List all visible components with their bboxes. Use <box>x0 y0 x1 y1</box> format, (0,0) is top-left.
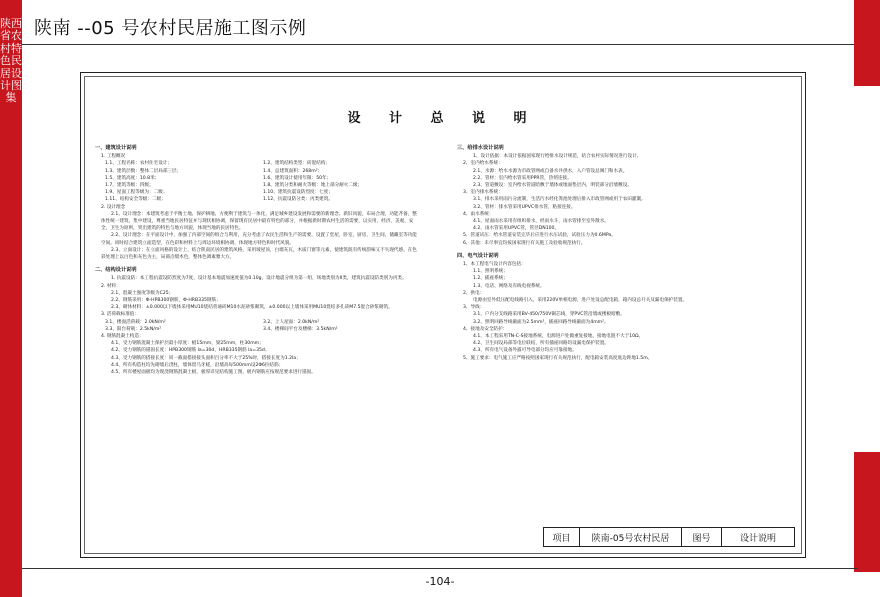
subheading: 3. 活荷载标准值： <box>101 312 140 318</box>
grid-item: 1.7、建筑等级：四级； <box>105 183 154 189</box>
grid-item: 1.8、建筑分类和耐火等级：地上部分耐火二级； <box>263 183 363 189</box>
bottom-rule <box>22 568 858 569</box>
paragraph: 4.1、屋面雨水采用有组织排水，经雨水斗，雨水管排至室外散水。 <box>473 219 609 225</box>
paragraph: 电源由室外低压配电线路引入，采用220V单相电源，进户处设总配电箱，箱内设总开关及漏电保护装置。 <box>473 298 688 304</box>
paragraph: 1.3、电话、网络及有线电视系统。 <box>473 283 545 289</box>
title-block-drawing-name: 设计说明 <box>739 533 776 544</box>
title-rule <box>22 44 858 45</box>
sheet-inner-border <box>84 76 802 554</box>
paragraph: 3.1、户内分支线路采用BV-450/750V铜芯线，穿PVC管沿墙或楼板暗敷。 <box>473 312 625 318</box>
title-block-project: 陕南-05号农村民居 <box>580 528 682 546</box>
side-label: 陕西省农村特色民居设计图集 <box>0 17 22 105</box>
subheading: 6、其他：未尽事宜均按国家现行有关施工及验收规范执行。 <box>463 240 586 246</box>
paragraph: 4.2、卫生间设局部等电位联结，所有插座回路均设漏电保护装置。 <box>473 341 609 347</box>
grid-item: 1.10、建筑抗震设防烈度：七度； <box>263 190 333 196</box>
grid-item: 1.11、结构安全等级：二级； <box>105 197 166 203</box>
subheading: 2. 材料： <box>101 283 121 289</box>
paragraph: 2.2、钢筋采用：Φ-HPB300钢筋，Φ-HRB335钢筋； <box>111 298 221 304</box>
right-tab-bottom <box>854 452 880 572</box>
grid-item: 1.2、建筑结构类型：砖混结构； <box>263 161 331 167</box>
title-block-label: 项目 <box>544 528 580 546</box>
section-heading: 四、电气设计说明 <box>457 252 499 259</box>
paragraph: 1.1、照明系统； <box>473 269 508 275</box>
paragraph: 4.4、所有构造柱均先砌墙后浇柱，墙体留马牙槎，沿墙高每500mm设2Φ6拉结筋； <box>111 362 284 368</box>
subheading: 3、导线： <box>463 305 485 311</box>
subheading: 4、雨水系统： <box>463 211 494 217</box>
paragraph: 4.3、受力钢筋的搭接长度：同一截面搭接接头面积百分率不大于25%时，搭接长度为1.2la； <box>111 355 301 361</box>
grid-item: 1.5、建筑高度：10.8米； <box>105 175 160 181</box>
left-column <box>95 139 421 376</box>
section-heading: 一、建筑设计说明 <box>95 145 137 151</box>
grid-item: 3.4、楼梯间平台及楼梯：3.5kN/m² <box>263 326 338 332</box>
paragraph: 1. 抗震设防：本工程抗震设防烈度为7度，设计基本地震加速度值为0.10g，设计地震分组为第一组，场地类别为II类，建筑抗震设防类别为丙类。 <box>111 276 407 282</box>
grid-item: 1.12、抗震设防分类：丙类建筑。 <box>263 197 333 203</box>
page-number: -104- <box>425 575 455 588</box>
project-overview-grid <box>95 160 421 203</box>
paragraph: 3.2、照明回路导线截面为2.5mm²，插座回路导线截面为4mm²。 <box>473 319 609 325</box>
subheading: 1. 工程概况 <box>101 154 126 160</box>
subheading: 5、管道试压：给水管道安装完毕后应进行水压试验，试验压力为0.6MPa。 <box>463 233 616 239</box>
paragraph: 2.1、水源：给水水源为市政管网或自备水井供水，入户管设总阀门和水表。 <box>473 168 628 174</box>
drawing-sheet <box>80 72 806 558</box>
load-grid <box>95 319 421 333</box>
paragraph: 4.1、本工程采用TN-C-S接地系统，电源进户处做重复接地，接地电阻不大于10Ω。 <box>473 334 644 340</box>
grid-item: 1.4、总建筑面积：268m²； <box>263 168 323 174</box>
paragraph: 4.5、所有楼屋面板均为现浇钢筋混凝土板，板厚详见结构施工图，板内钢筋应按规范要求进行锚固。 <box>111 370 316 376</box>
right-column <box>457 139 779 362</box>
grid-item: 3.1、楼面活荷载：2.0kN/m² <box>105 319 166 325</box>
doc-title: 设 计 总 说 明 <box>347 111 539 126</box>
right-tab-top <box>854 0 880 86</box>
grid-item: 3.3、阳台荷载：2.5kN/m² <box>105 326 162 332</box>
paragraph: 4.1、受力钢筋混凝土保护层最小厚度：板15mm，梁25mm，柱30mm； <box>111 341 264 347</box>
paragraph: 2.3、立面设计：在立面风格的设计上，结合陕南民居的建筑风格，采用坡屋顶，白墙灰瓦，木质门窗等元素，使建筑既有传统韵味又不失现代感。在色彩处理上以白色和灰色为主，局部点缀木色，整体色调素雅大方。 <box>101 247 417 261</box>
paragraph: 4.2、受力钢筋的锚固长度：HPB300钢筋 la=30d，HRB335钢筋 la=35d； <box>111 348 270 354</box>
grid-item: 3.2、上人屋面：2.0kN/m² <box>263 319 320 325</box>
paragraph: 1.2、插座系统； <box>473 276 508 282</box>
title-block <box>543 527 795 547</box>
paragraph: 2.3、砌体材料：±0.000以下墙体采用MU10烧结普通砖M10水泥砂浆砌筑，±0.000以上墙体采用MU10烧结多孔砖M7.5混合砂浆砌筑。 <box>111 305 393 311</box>
grid-item: 1.9、屋面工程等级为：二级； <box>105 190 168 196</box>
grid-item: 1.6、建筑设计使用年限：50年； <box>263 175 332 181</box>
paragraph: 3.1、排水采用雨污分流制，生活污水经化粪池处理后排入市政管网或用于农田灌溉。 <box>473 197 646 203</box>
paragraph: 3.2、管材：排水管采用UPVC排水管，粘接连接。 <box>473 204 576 210</box>
subheading: 3、室内排水系统： <box>463 190 503 196</box>
paragraph: 2.2、管材：室内给水管采用PPR管，热熔连接。 <box>473 175 572 181</box>
subheading: 4、接地及安全防护： <box>463 326 508 332</box>
subheading: 2. 设计理念 <box>101 204 126 210</box>
title-block-label: 图号 <box>682 528 722 546</box>
paragraph: 4.2、雨水管采用UPVC管，管径DN100。 <box>473 226 560 232</box>
section-heading: 三、给排水设计说明 <box>457 145 504 151</box>
subheading: 2、室内给水系统： <box>463 161 503 167</box>
paragraph: 2.1、混凝土强度等级为C25； <box>111 290 174 296</box>
section-heading: 二、结构设计说明 <box>95 267 137 274</box>
subheading: 4. 钢筋混凝土构造： <box>101 334 144 340</box>
subheading: 5、施工要求：电气施工应严格按照国家现行有关规范执行，配电箱安装高度底边距地1.5m。 <box>463 355 653 361</box>
grid-item: 1.3、建筑层数：整体二层局部三层； <box>105 168 182 174</box>
paragraph: 2.1、设计理念：本建筑考虑于平衡土地、保护耕地、方便利于建筑与一体化、满足城乡建设发展和需要的新理念。新旧风貌，布局合理，功能齐备，整体性统一建筑，集中建设，尊重当地民居特征并与现状相协调，保留现有民居中最有特色的部分，并根据新时期农村生活的需要，以实用，经济，美观，安全，卫生为原则，突出建筑的特色与地方风貌，体现当地的民居特色。 <box>101 211 417 232</box>
page-title: 陕南 --05 号农村民居施工图示例 <box>34 18 307 39</box>
paragraph: 2.3、管道敷设：室内给水管道暗敷于墙体或地面垫层内，明装部分沿墙敷设。 <box>473 183 632 189</box>
paragraph: 4.3、所有电气设备外露可导电部分均应可靠接地。 <box>473 348 577 354</box>
subheading: 2、供电： <box>463 290 485 296</box>
grid-item: 1.1、工程名称：农村住宅设计； <box>105 161 173 167</box>
paragraph: 1、设计依据：本设计依据国家现行给排水设计规范，结合农村实际情况进行设计。 <box>473 154 642 160</box>
subheading: 1、本工程电气设计内容包括： <box>463 262 526 268</box>
paragraph: 2.2、设计理念：在平面设计中，加强了内部空间的组合与利用，充分考虑了农民生活和生产的需要，设置了堂屋，卧室，厨房，卫生间，储藏室等功能空间。同时结合建筑立面造型，在色彩和材料上与周边环境相协调，体现地方特色和时代风貌。 <box>101 233 417 246</box>
